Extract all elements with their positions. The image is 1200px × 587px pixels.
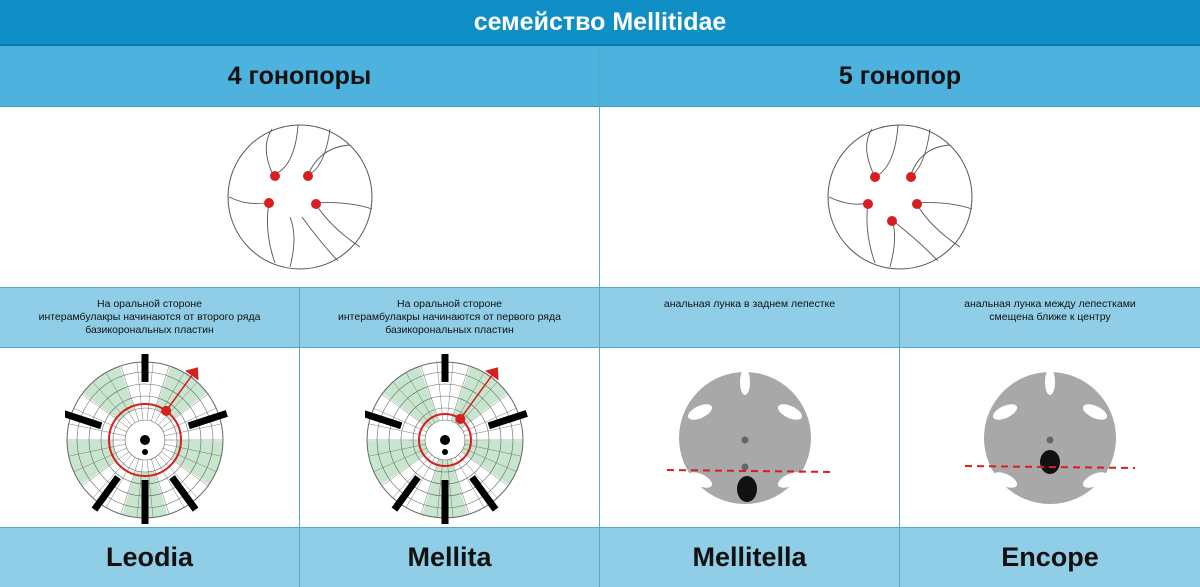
description-mellitella: анальная лунка в заднем лепестке — [600, 288, 900, 348]
genus-name-mellita: Mellita — [300, 528, 600, 587]
gonopore — [870, 172, 880, 182]
gonopore — [311, 199, 321, 209]
figure-mellitella — [600, 348, 900, 528]
description-encope: анальная лунка между лепестками смещена ближе к центру — [900, 288, 1200, 348]
gonopore — [863, 199, 873, 209]
oral-plate-diagram-leodia — [65, 352, 235, 524]
peristome-dot — [741, 436, 748, 443]
genus-name-encope: Encope — [900, 528, 1200, 587]
lunule — [1045, 369, 1055, 395]
gonopore — [455, 413, 465, 423]
gonopores-4 — [264, 171, 321, 209]
anal-lunule — [1040, 450, 1060, 474]
peristome-dot — [1047, 436, 1054, 443]
test-outline — [828, 125, 972, 269]
test-diagram-encope — [965, 352, 1135, 524]
figure-encope — [900, 348, 1200, 528]
gonopore — [887, 216, 897, 226]
gonopore-diagram-cell-5 — [600, 107, 1200, 288]
periproct — [142, 449, 148, 455]
gonopore — [270, 171, 280, 181]
gonopore — [912, 199, 922, 209]
gonopore-diagram-5 — [820, 117, 980, 277]
periproct — [442, 449, 448, 455]
figure-mellita — [300, 348, 600, 528]
peristome — [440, 435, 450, 445]
genus-name-mellitella: Mellitella — [600, 528, 900, 587]
anal-lunule — [737, 476, 757, 502]
gonopore — [161, 405, 171, 415]
group-header-4-gonopores: 4 гонопоры — [0, 46, 600, 107]
description-leodia: На оральной стороне интерамбулакры начинаются от второго ряда базикорональных пластин — [0, 288, 300, 348]
peristome — [140, 435, 150, 445]
description-mellita: На оральной стороне интерамбулакры начинаются от первого ряда базикорональных пластин — [300, 288, 600, 348]
gonopore-diagram-cell-4 — [0, 107, 600, 288]
gonopore — [264, 198, 274, 208]
gonopore-diagram-4 — [220, 117, 380, 277]
gonopores-5 — [863, 172, 922, 226]
test-outline — [228, 125, 372, 269]
page-title: семейство Mellitidae — [0, 0, 1200, 46]
gonopore — [906, 172, 916, 182]
group-header-5-gonopores: 5 гонопор — [600, 46, 1200, 107]
oral-plate-diagram-mellita — [365, 352, 535, 524]
test-diagram-mellitella — [665, 352, 835, 524]
genus-name-leodia: Leodia — [0, 528, 300, 587]
figure-leodia — [0, 348, 300, 528]
periproct-dot — [741, 463, 748, 470]
gonopore — [303, 171, 313, 181]
lunule — [740, 369, 750, 395]
